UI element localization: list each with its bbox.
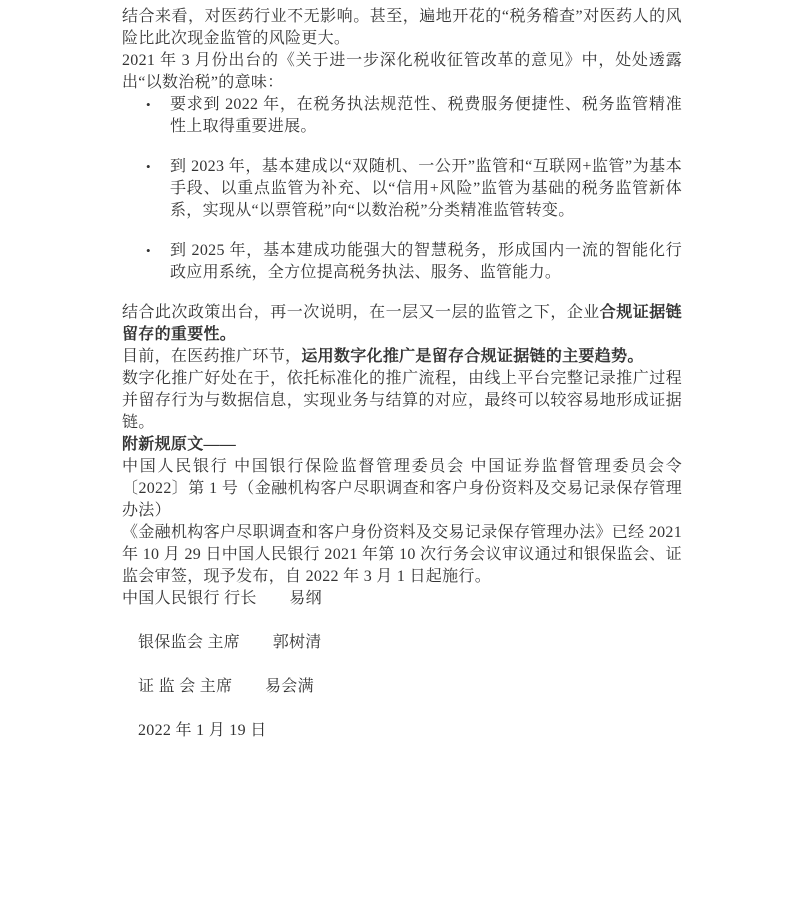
bullet-item-text: 要求到 2022 年，在税务执法规范性、税费服务便捷性、税务监管精准性上取得重要进展。 [170,96,682,135]
signature-csrc: 证 监 会 主席 易会满 [138,678,314,695]
paragraph-decree-body: 《金融机构客户尽职调查和客户身份资料及交易记录保存管理办法》已经 2021 年 10 月 29 日中国人民银行 2021 年第 10 次行务会议审议通过和银保监会、证监会审签，现予发布，自 2022 年 3 月 1 日起施行。 [122,524,682,585]
paragraph-intro: 结合来看，对医药行业不无影响。甚至，遍地开花的“税务稽查”对医药人的风险比此次现金监管的风险更大。 [122,8,682,47]
section-heading: 附新规原文—— [122,436,237,453]
paragraph-policy: 2021 年 3 月份出台的《关于进一步深化税收征管改革的意见》中，处处透露出“以数治税”的意味： [122,52,682,91]
bullet-item [122,94,682,138]
paragraph-decree-title: 中国人民银行 中国银行保险监督管理委员会 中国证券监督管理委员会令〔2022〕第 1 号（金融机构客户尽职调查和客户身份资料及交易记录保存管理办法） [122,458,682,519]
bullet-item-text: 到 2025 年，基本建成功能强大的智慧税务，形成国内一流的智能化行政应用系统，全方位提高税务执法、服务、监管能力。 [170,242,682,281]
bullet-item [122,156,682,222]
paragraph-conclusion [122,302,682,346]
bullet-icon: • [146,97,151,112]
date-line: 2022 年 1 月 19 日 [138,722,267,739]
signature-cbirc: 银保监会 主席 郭树清 [138,634,322,651]
paragraph-conclusion-emphasis: 合规证据链留存的重要性。 [122,304,682,343]
signature-pboc: 中国人民银行 行长 易纲 [122,590,322,607]
document-body [122,6,682,742]
paragraph-trend-emphasis: 运用数字化推广是留存合规证据链的主要趋势。 [301,348,644,365]
bullet-icon: • [146,159,151,174]
paragraph-digital: 数字化推广好处在于，依托标准化的推广流程，由线上平台完整记录推广过程并留存行为与数据信息，实现业务与结算的对应，最终可以较容易地形成证据链。 [122,370,682,431]
paragraph-conclusion-regular: 结合此次政策出台，再一次说明，在一层又一层的监管之下，企业 [122,304,600,321]
bullet-item-text: 到 2023 年，基本建成以“双随机、一公开”监管和“互联网+监管”为基本手段、以重点监管为补充、以“信用+风险”监管为基础的税务监管新体系，实现从“以票管税”向“以数治税”分类精准监管转变。 [170,158,682,219]
bullet-icon: • [146,243,151,258]
bullet-item [122,240,682,284]
paragraph-trend [122,346,682,368]
paragraph-trend-regular: 目前，在医药推广环节， [122,348,302,365]
bullet-list [122,94,682,284]
